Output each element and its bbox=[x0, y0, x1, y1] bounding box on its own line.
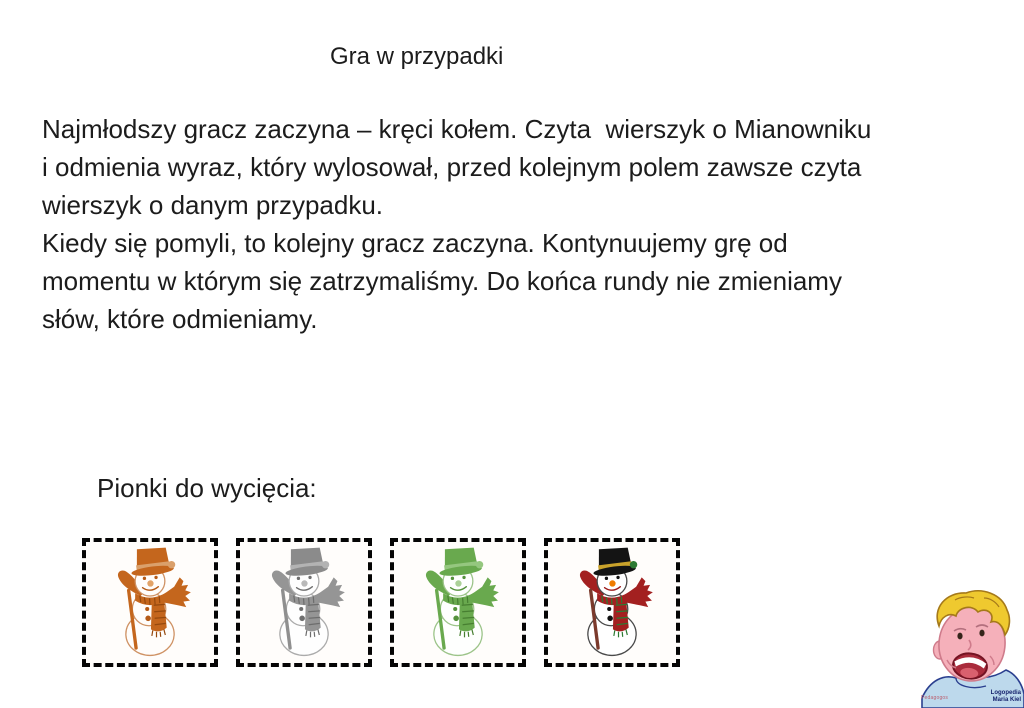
pawn-box-green bbox=[390, 538, 526, 667]
snowman-orange-icon bbox=[91, 544, 209, 661]
pawn-box-orange bbox=[82, 538, 218, 667]
instructions-line: wierszyk o danym przypadku. bbox=[42, 190, 384, 220]
snowman-gray-icon bbox=[245, 544, 363, 661]
instructions-line: momentu w którym się zatrzymaliśmy. Do końca rundy nie zmieniamy bbox=[42, 266, 842, 296]
instructions-line: Kiedy się pomyli, to kolejny gracz zaczyna. Kontynuujemy grę od bbox=[42, 228, 788, 258]
instructions-line: i odmienia wyraz, który wylosował, przed kolejnym polem zawsze czyta bbox=[42, 152, 862, 182]
pawn-box-gray bbox=[236, 538, 372, 667]
watermark-right-line1: Logopedia bbox=[990, 690, 1021, 696]
page-title: Gra w przypadki bbox=[330, 43, 504, 70]
watermark-left: Pedagogos bbox=[921, 695, 949, 701]
instructions-line: słów, które odmieniamy. bbox=[42, 304, 318, 334]
instructions-line: Najmłodszy gracz zaczyna – kręci kołem. Czyta wierszyk o Mianowniku bbox=[42, 114, 872, 144]
pawns-section-label: Pionki do wycięcia: bbox=[97, 473, 317, 503]
laughing-boy-clipart bbox=[920, 586, 1024, 708]
snowman-color-icon bbox=[553, 544, 671, 661]
watermark-right-line2: Maria Kiel bbox=[992, 697, 1021, 703]
watermark-right bbox=[991, 690, 1021, 704]
instructions-paragraph bbox=[42, 110, 1002, 338]
snowman-green-icon bbox=[399, 544, 517, 661]
pawn-box-color bbox=[544, 538, 680, 667]
pawn-row bbox=[82, 538, 680, 667]
